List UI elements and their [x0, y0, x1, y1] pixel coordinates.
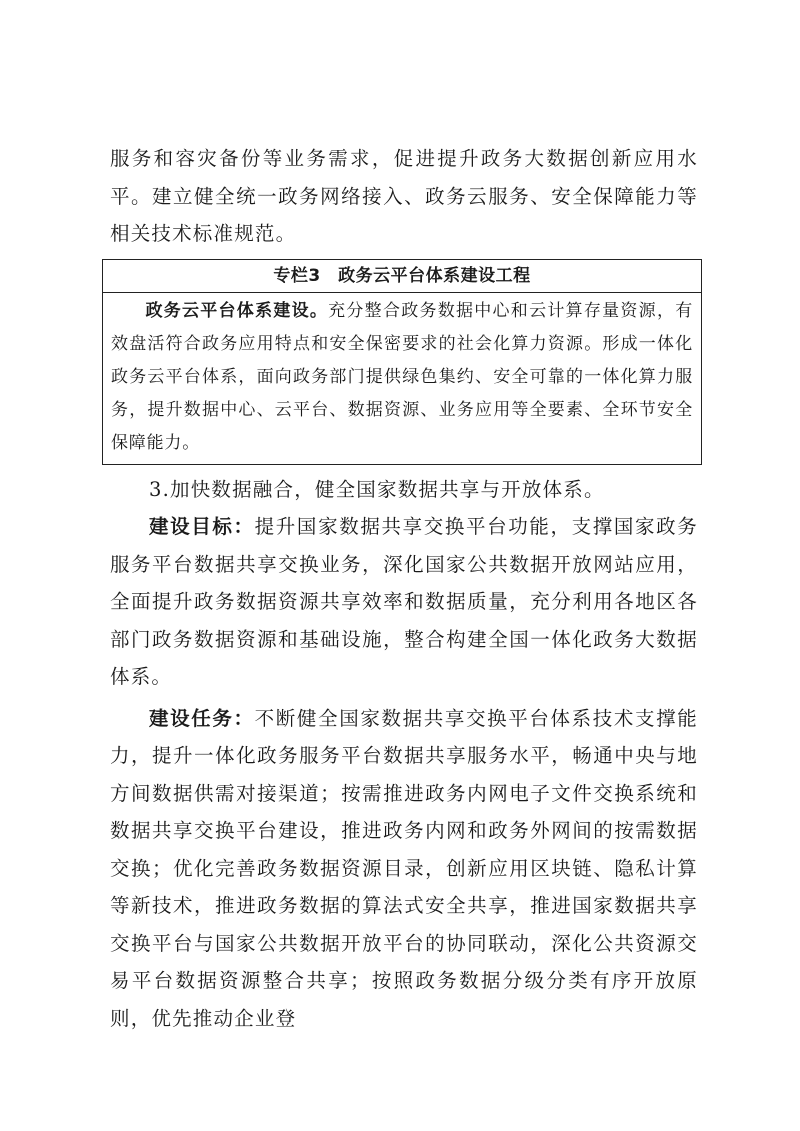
task-paragraph [110, 700, 698, 1038]
task-lead: 建设任务： [149, 706, 255, 730]
column-box-title: 专栏3 政务云平台体系建设工程 [103, 260, 701, 293]
column-box-lead: 政务云平台体系建设。 [145, 300, 329, 321]
goal-text: 提升国家数据共享交换平台功能，支撑国家政务服务平台数据共享交换业务，深化国家公共数据开放网站应用，全面提升政务数据资源共享效率和数据质量，充分利用各地区各部门政务数据资源和基础设施，整合构建全国一体化政务大数据体系。 [110, 515, 698, 688]
goal-lead: 建设目标： [149, 515, 255, 538]
goal-paragraph [110, 508, 698, 696]
column-box-body [103, 293, 701, 464]
task-text: 不断健全国家数据共享交换平台体系技术支撑能力，提升一体化政务服务平台数据共享服务水平，畅通中央与地方间数据供需对接渠道；按需推进政务内网电子文件交换系统和数据共享交换平台建设，推进政务内网和政务外网间的按需数据交换；优化完善政务数据资源目录，创新应用区块链、隐私计算等新技术，推进政务数据的算法式安全共享，推进国家数据共享交换平台与国家公共数据开放平台的协同联动，深化公共资源交易平台数据资源整合共享；按照政务数据分级分类有序开放原则，优先推动企业登 [110, 706, 698, 1030]
column-box-text: 充分整合政务数据中心和云计算存量资源，有效盘活符合政务应用特点和安全保密要求的社会化算力资源。形成一体化政务云平台体系，面向政务部门提供绿色集约、安全可靠的一体化算力服务，提升数据中心、云平台、数据资源、业务应用等全要素、全环节安全保障能力。 [111, 300, 694, 453]
column-box [102, 259, 702, 465]
document-page [110, 140, 698, 1037]
intro-paragraph: 服务和容灾备份等业务需求，促进提升政务大数据创新应用水平。建立健全统一政务网络接入、政务云服务、安全保障能力等相关技术标准规范。 [110, 147, 698, 245]
section-heading: 3.加快数据融合，健全国家数据共享与开放体系。 [149, 477, 605, 501]
